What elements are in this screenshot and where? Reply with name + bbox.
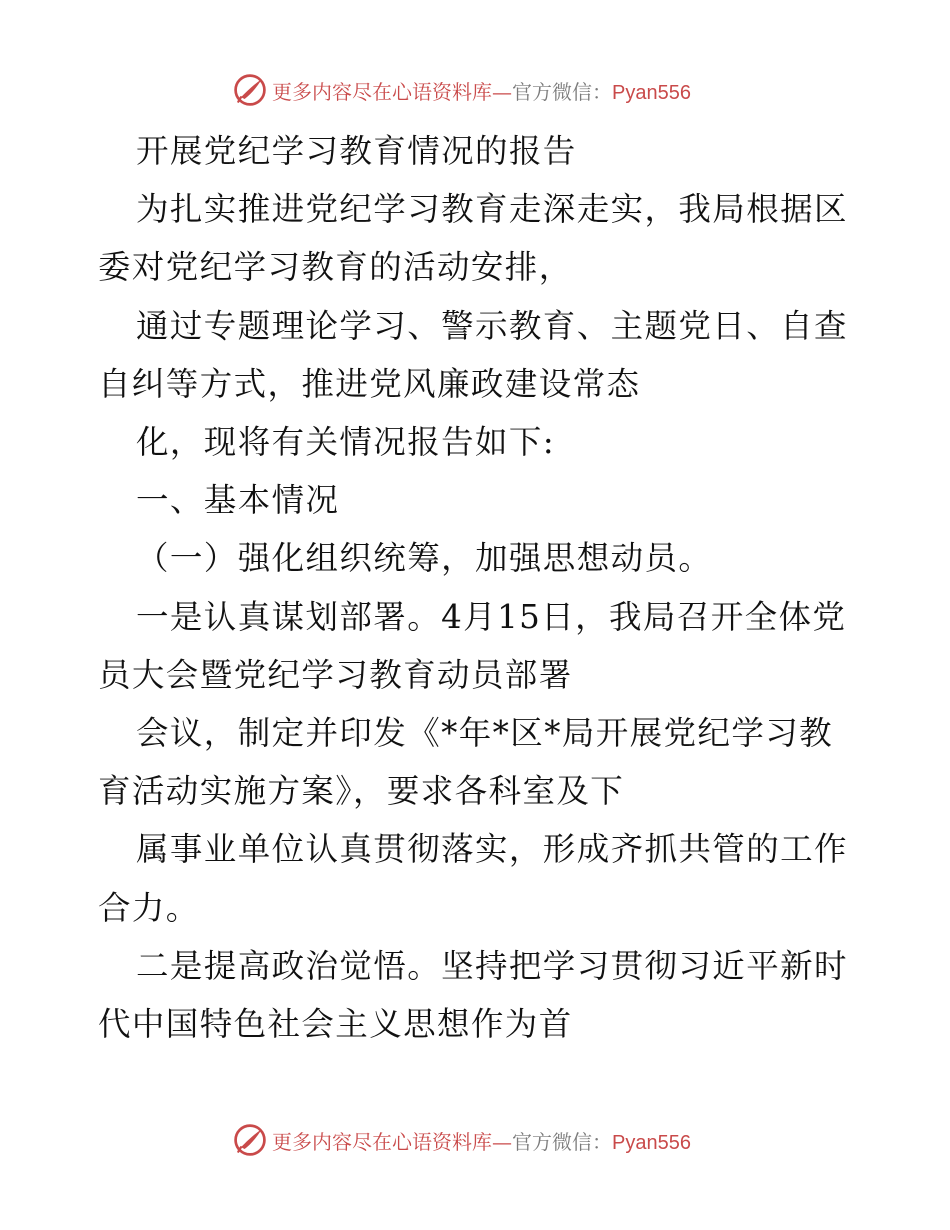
watermark-label: 官方微信： [512, 79, 612, 104]
paragraph-line: 代中国特色社会主义思想作为首 [98, 1005, 573, 1044]
paragraph-line: 通过专题理论学习、警示教育、主题党日、自查 [136, 306, 848, 345]
watermark-account: Pyan556 [612, 81, 691, 104]
paragraph-line: 委对党纪学习教育的活动安排， [98, 248, 573, 287]
watermark-brand: 更多内容尽在心语资料库 [272, 1129, 492, 1154]
document-body [98, 122, 854, 1053]
watermark-account: Pyan556 [612, 1131, 691, 1154]
paragraph-line: 化，现将有关情况报告如下: [136, 423, 556, 462]
quill-pen-logo-icon [232, 72, 268, 108]
watermark-separator: — [492, 1129, 512, 1154]
paragraph-line: 合力。 [98, 888, 200, 927]
document-title: 开展党纪学习教育情况的报告 [136, 132, 577, 170]
paragraph-line: 为扎实推进党纪学习教育走深走实，我局根据区 [136, 190, 848, 229]
paragraph-line: 育活动实施方案》，要求各科室及下 [98, 772, 625, 811]
paragraph-line: 自纠等方式，推进党风廉政建设常态 [98, 364, 641, 403]
watermark-text [272, 76, 691, 105]
watermark-separator: — [492, 79, 512, 104]
section-heading: 一、基本情况 [136, 481, 340, 520]
watermark-brand: 更多内容尽在心语资料库 [272, 79, 492, 104]
watermark-label: 官方微信： [512, 1129, 612, 1154]
subsection-heading: （一）强化组织统筹，加强思想动员。 [136, 539, 713, 578]
paragraph-line: 会议，制定并印发《*年*区*局开展党纪学习教 [136, 714, 834, 753]
watermark-header [232, 70, 691, 110]
watermark-text [272, 1126, 691, 1155]
paragraph-line: 属事业单位认真贯彻落实，形成齐抓共管的工作 [136, 830, 848, 869]
paragraph-line: 二是提高政治觉悟。坚持把学习贯彻习近平新时 [136, 946, 848, 985]
paragraph-line: 一是认真谋划部署。4月15日，我局召开全体党 [136, 597, 847, 636]
quill-pen-logo-icon [232, 1122, 268, 1158]
paragraph-line: 员大会暨党纪学习教育动员部署 [98, 655, 573, 694]
watermark-footer [232, 1120, 691, 1160]
